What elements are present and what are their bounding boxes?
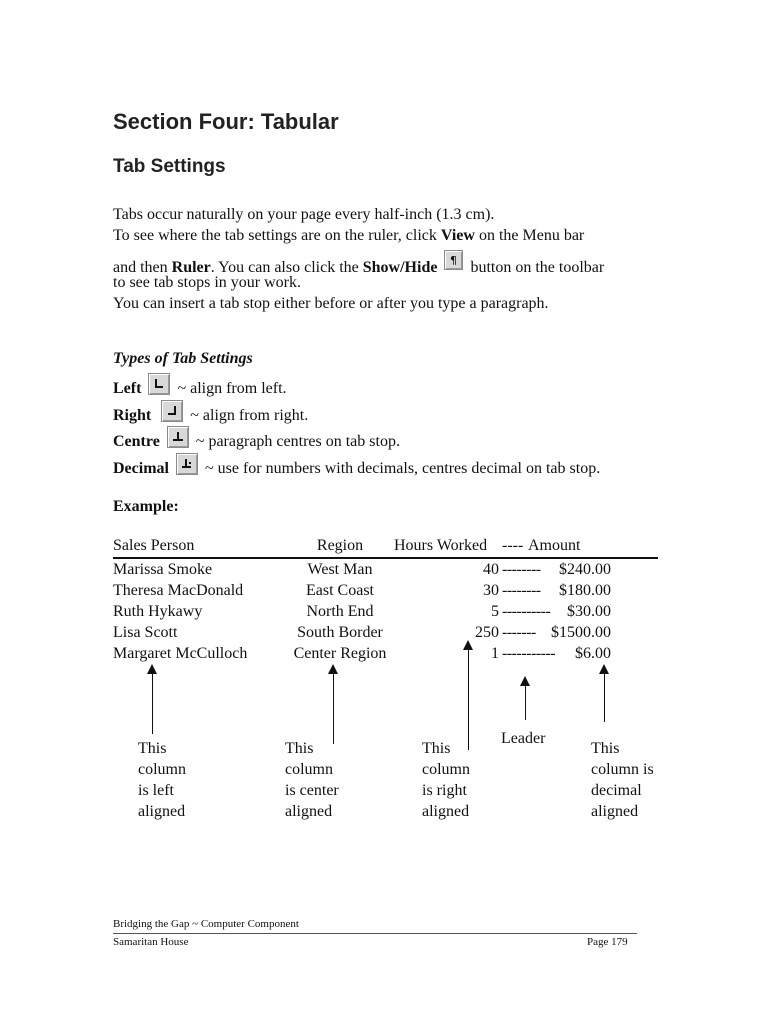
type-left-name: Left bbox=[113, 380, 142, 397]
header-amount: Amount bbox=[528, 537, 581, 554]
arrow-decimal-line bbox=[604, 674, 605, 722]
intro-line-3-a: and then bbox=[113, 259, 172, 276]
cell-hours: 30 bbox=[483, 582, 499, 599]
svg-text:¶: ¶ bbox=[450, 254, 458, 267]
note-line: is left bbox=[138, 782, 174, 799]
note-left-aligned bbox=[138, 738, 186, 822]
arrow-right-head bbox=[463, 640, 473, 650]
note-line: aligned bbox=[285, 803, 333, 820]
header-region: Region bbox=[316, 537, 364, 554]
cell-leader: -------- bbox=[502, 582, 541, 599]
header-sales-person: Sales Person bbox=[113, 537, 195, 554]
note-leader: Leader bbox=[501, 730, 546, 747]
arrow-right-line bbox=[468, 650, 469, 750]
intro-line-2-c: on the Menu bar bbox=[474, 227, 585, 244]
note-line: is center bbox=[285, 782, 339, 799]
note-line: aligned bbox=[138, 803, 186, 820]
right-tab-icon bbox=[161, 400, 183, 422]
page-number: Page 179 bbox=[587, 936, 628, 948]
intro-line-2-a: To see where the tab settings are on the ruler, click bbox=[113, 227, 441, 244]
type-left-desc: ~ align from left. bbox=[173, 380, 287, 397]
example-label: Example: bbox=[113, 498, 179, 515]
note-center-aligned bbox=[285, 738, 339, 822]
note-line: This bbox=[138, 740, 167, 757]
intro-line-3-c: . You can also click the bbox=[210, 259, 363, 276]
arrow-center-line bbox=[333, 674, 334, 744]
header-rule bbox=[113, 557, 658, 559]
pilcrow-icon bbox=[444, 250, 463, 270]
cell-amount: $30.00 bbox=[567, 603, 611, 620]
note-decimal-aligned bbox=[591, 738, 654, 822]
type-right-row bbox=[113, 400, 308, 426]
section-title: Section Four: Tabular bbox=[113, 109, 339, 134]
cell-amount: $240.00 bbox=[559, 561, 611, 578]
type-centre-row bbox=[113, 426, 400, 452]
cell-amount: $6.00 bbox=[575, 645, 611, 662]
header-leader: ---- bbox=[502, 537, 524, 554]
note-line: column bbox=[138, 761, 186, 778]
cell-hours: 250 bbox=[475, 624, 499, 641]
arrow-left-line bbox=[152, 674, 153, 734]
cell-leader: ---------- bbox=[502, 603, 551, 620]
cell-amount: $1500.00 bbox=[551, 624, 611, 641]
center-tab-icon bbox=[167, 426, 189, 448]
cell-hours: 5 bbox=[491, 603, 499, 620]
cell-region: South Border bbox=[297, 624, 383, 641]
cell-hours: 1 bbox=[491, 645, 499, 662]
type-left-row bbox=[113, 373, 287, 399]
view-term: View bbox=[440, 227, 475, 244]
cell-person: Marissa Smoke bbox=[113, 561, 213, 578]
note-line: column is bbox=[591, 761, 654, 778]
arrow-leader-line bbox=[525, 686, 526, 720]
arrow-left-head bbox=[147, 664, 157, 674]
type-right-name: Right bbox=[113, 407, 152, 424]
cell-person: Margaret McCulloch bbox=[113, 645, 248, 662]
note-line: column bbox=[422, 761, 470, 778]
cell-leader: ------- bbox=[502, 624, 536, 641]
note-line: column bbox=[285, 761, 333, 778]
types-heading: Types of Tab Settings bbox=[113, 350, 253, 367]
type-decimal-name: Decimal bbox=[113, 460, 169, 477]
cell-hours: 40 bbox=[483, 561, 499, 578]
intro-line-2 bbox=[113, 225, 584, 246]
footer-rule bbox=[113, 933, 637, 934]
cell-person: Ruth Hykawy bbox=[113, 603, 203, 620]
arrow-leader-head bbox=[520, 676, 530, 686]
cell-person: Lisa Scott bbox=[113, 624, 178, 641]
note-line: decimal bbox=[591, 782, 642, 799]
footer-title: Bridging the Gap ~ Computer Component bbox=[113, 918, 299, 930]
note-line: is right bbox=[422, 782, 467, 799]
intro-line-1: Tabs occur naturally on your page every half-inch (1.3 cm). bbox=[113, 206, 495, 223]
cell-leader: ----------- bbox=[502, 645, 556, 662]
cell-leader: -------- bbox=[502, 561, 541, 578]
intro-line-5: You can insert a tab stop either before or after you type a paragraph. bbox=[113, 295, 549, 312]
type-decimal-desc: ~ use for numbers with decimals, centres decimal on tab stop. bbox=[200, 460, 601, 477]
note-line: aligned bbox=[422, 803, 470, 820]
type-right-desc: ~ align from right. bbox=[186, 407, 309, 424]
cell-region: North End bbox=[306, 603, 374, 620]
type-centre-name: Centre bbox=[113, 433, 160, 450]
type-centre-desc: ~ paragraph centres on tab stop. bbox=[191, 433, 400, 450]
note-line: aligned bbox=[591, 803, 639, 820]
header-hours-worked: Hours Worked bbox=[394, 537, 488, 554]
note-right-aligned bbox=[422, 738, 470, 822]
cell-amount: $180.00 bbox=[559, 582, 611, 599]
intro-line-3-e: button on the toolbar bbox=[466, 259, 605, 276]
note-line: This bbox=[285, 740, 314, 757]
cell-person: Theresa MacDonald bbox=[113, 582, 244, 599]
footer-org: Samaritan House bbox=[113, 936, 189, 948]
arrow-center-head bbox=[328, 664, 338, 674]
cell-region: East Coast bbox=[306, 582, 374, 599]
ruler-term: Ruler bbox=[171, 259, 211, 276]
left-tab-icon bbox=[148, 373, 170, 395]
note-line: This bbox=[422, 740, 451, 757]
type-decimal-row bbox=[113, 453, 600, 479]
intro-line-4: to see tab stops in your work. bbox=[113, 274, 301, 291]
decimal-tab-icon bbox=[176, 453, 198, 475]
cell-region: Center Region bbox=[293, 645, 387, 662]
show-hide-term: Show/Hide bbox=[362, 259, 438, 276]
cell-region: West Man bbox=[307, 561, 373, 578]
note-line: This bbox=[591, 740, 620, 757]
arrow-decimal-head bbox=[599, 664, 609, 674]
subtitle: Tab Settings bbox=[113, 156, 226, 177]
